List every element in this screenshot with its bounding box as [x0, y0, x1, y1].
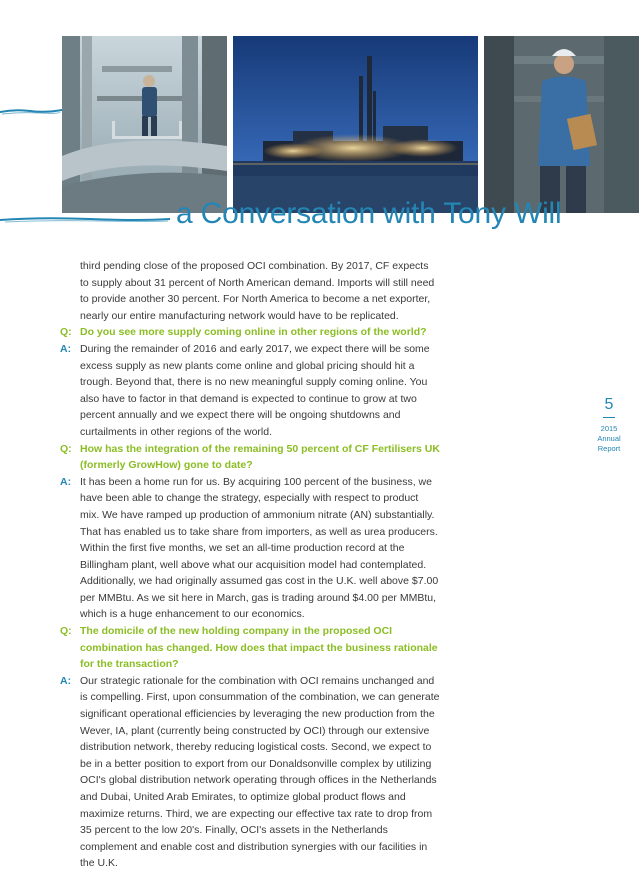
paragraph-text: How has the integration of the remaining 50 percent of CF Fertilisers UK (formerly GrowHow) gone to date? [80, 442, 440, 472]
paragraph-text: third pending close of the proposed OCI combination. By 2017, CF expects to supply about 31 percent of North American demand. Imports will still need to provide another 30 percent. For North America to become a net exporter, nearly our entire manufacturing network would have to be replicated. [80, 260, 435, 322]
question-label: Q: [60, 442, 72, 455]
paragraph-text: The domicile of the new holding company in the proposed OCI combination has changed. How does that impact the business rationale for the transaction? [80, 625, 438, 671]
brush-stroke-decoration [0, 213, 170, 227]
question-label: Q: [60, 625, 72, 638]
worker-with-folder-photo [484, 36, 639, 213]
answer-label: A: [60, 674, 72, 687]
page-number: 5 [604, 396, 614, 413]
answer-label: A: [60, 475, 72, 488]
paragraph-text: Do you see more supply coming online in other regions of the world? [80, 326, 427, 339]
paragraph-text: It has been a home run for us. By acquiring 100 percent of the business, we have been able to change the strategy, especially with respect to product mix. We have ramped up production of ammonium nitrate (AN) substantially. That has enabled us to take share from importers, as well as urea producers. Within the first five months, we set an all-time production record at the Billingham plant, well above what our acquisition model had contemplated. Additionally, we had originally assumed gas cost in the U.K. well above $7.00 per MMBtu. As we sit here in March, gas is trading around $4.00 per MMBtu, which is a huge enhancement to our economics. [80, 475, 439, 621]
continuation-paragraph [60, 258, 440, 324]
answer-paragraph [60, 673, 440, 872]
page-number-block [588, 396, 630, 454]
report-label: Annual Report [597, 434, 621, 453]
question-paragraph [60, 324, 440, 341]
question-label: Q: [60, 326, 72, 339]
paragraph-text: Our strategic rationale for the combination with OCI remains unchanged and is compelling. First, upon consummation of the combination, we can generate significant operational efficiencies by leveraging the new production from the Wever, IA, plant (currently being constructed by OCI) through our extensive distribution network, thereby reducing logistical costs. Second, we expect to be in a better position to export from our Donaldsonville complex by utilizing OCI's global distribution network operating through offices in the Netherlands and Dubai, United Arab Emirates, to optimize global product flows and maximize returns. Third, we are expecting our effective tax rate to drop from 35 percent to the low 20's. Finally, OCI's assets in the Netherlands complement and enable cost and distribution synergies with our facilities in the U.K. [80, 674, 440, 870]
page-number-rule [603, 417, 615, 418]
question-paragraph [60, 623, 440, 673]
paragraph-text: During the remainder of 2016 and early 2017, we expect there will be some excess supply as new plants come online and global pricing should hit a trough. Beyond that, there is no new meaningful supply coming online. You also have to factor in that demand is expected to continue to grow at two percent annually and we expect there will be ongoing shutdowns and curtailments in other regions of the world. [80, 342, 430, 438]
answer-label: A: [60, 342, 72, 355]
report-year: 2015 [600, 424, 618, 433]
plant-at-night-photo [233, 36, 478, 213]
brush-stroke-decoration [0, 104, 62, 118]
question-paragraph [60, 441, 440, 474]
answer-paragraph [60, 474, 440, 623]
worker-at-refinery-photo [62, 36, 227, 213]
answer-paragraph [60, 341, 440, 441]
interview-body [60, 258, 440, 872]
page-title: a Conversation with Tony Will [176, 197, 562, 230]
